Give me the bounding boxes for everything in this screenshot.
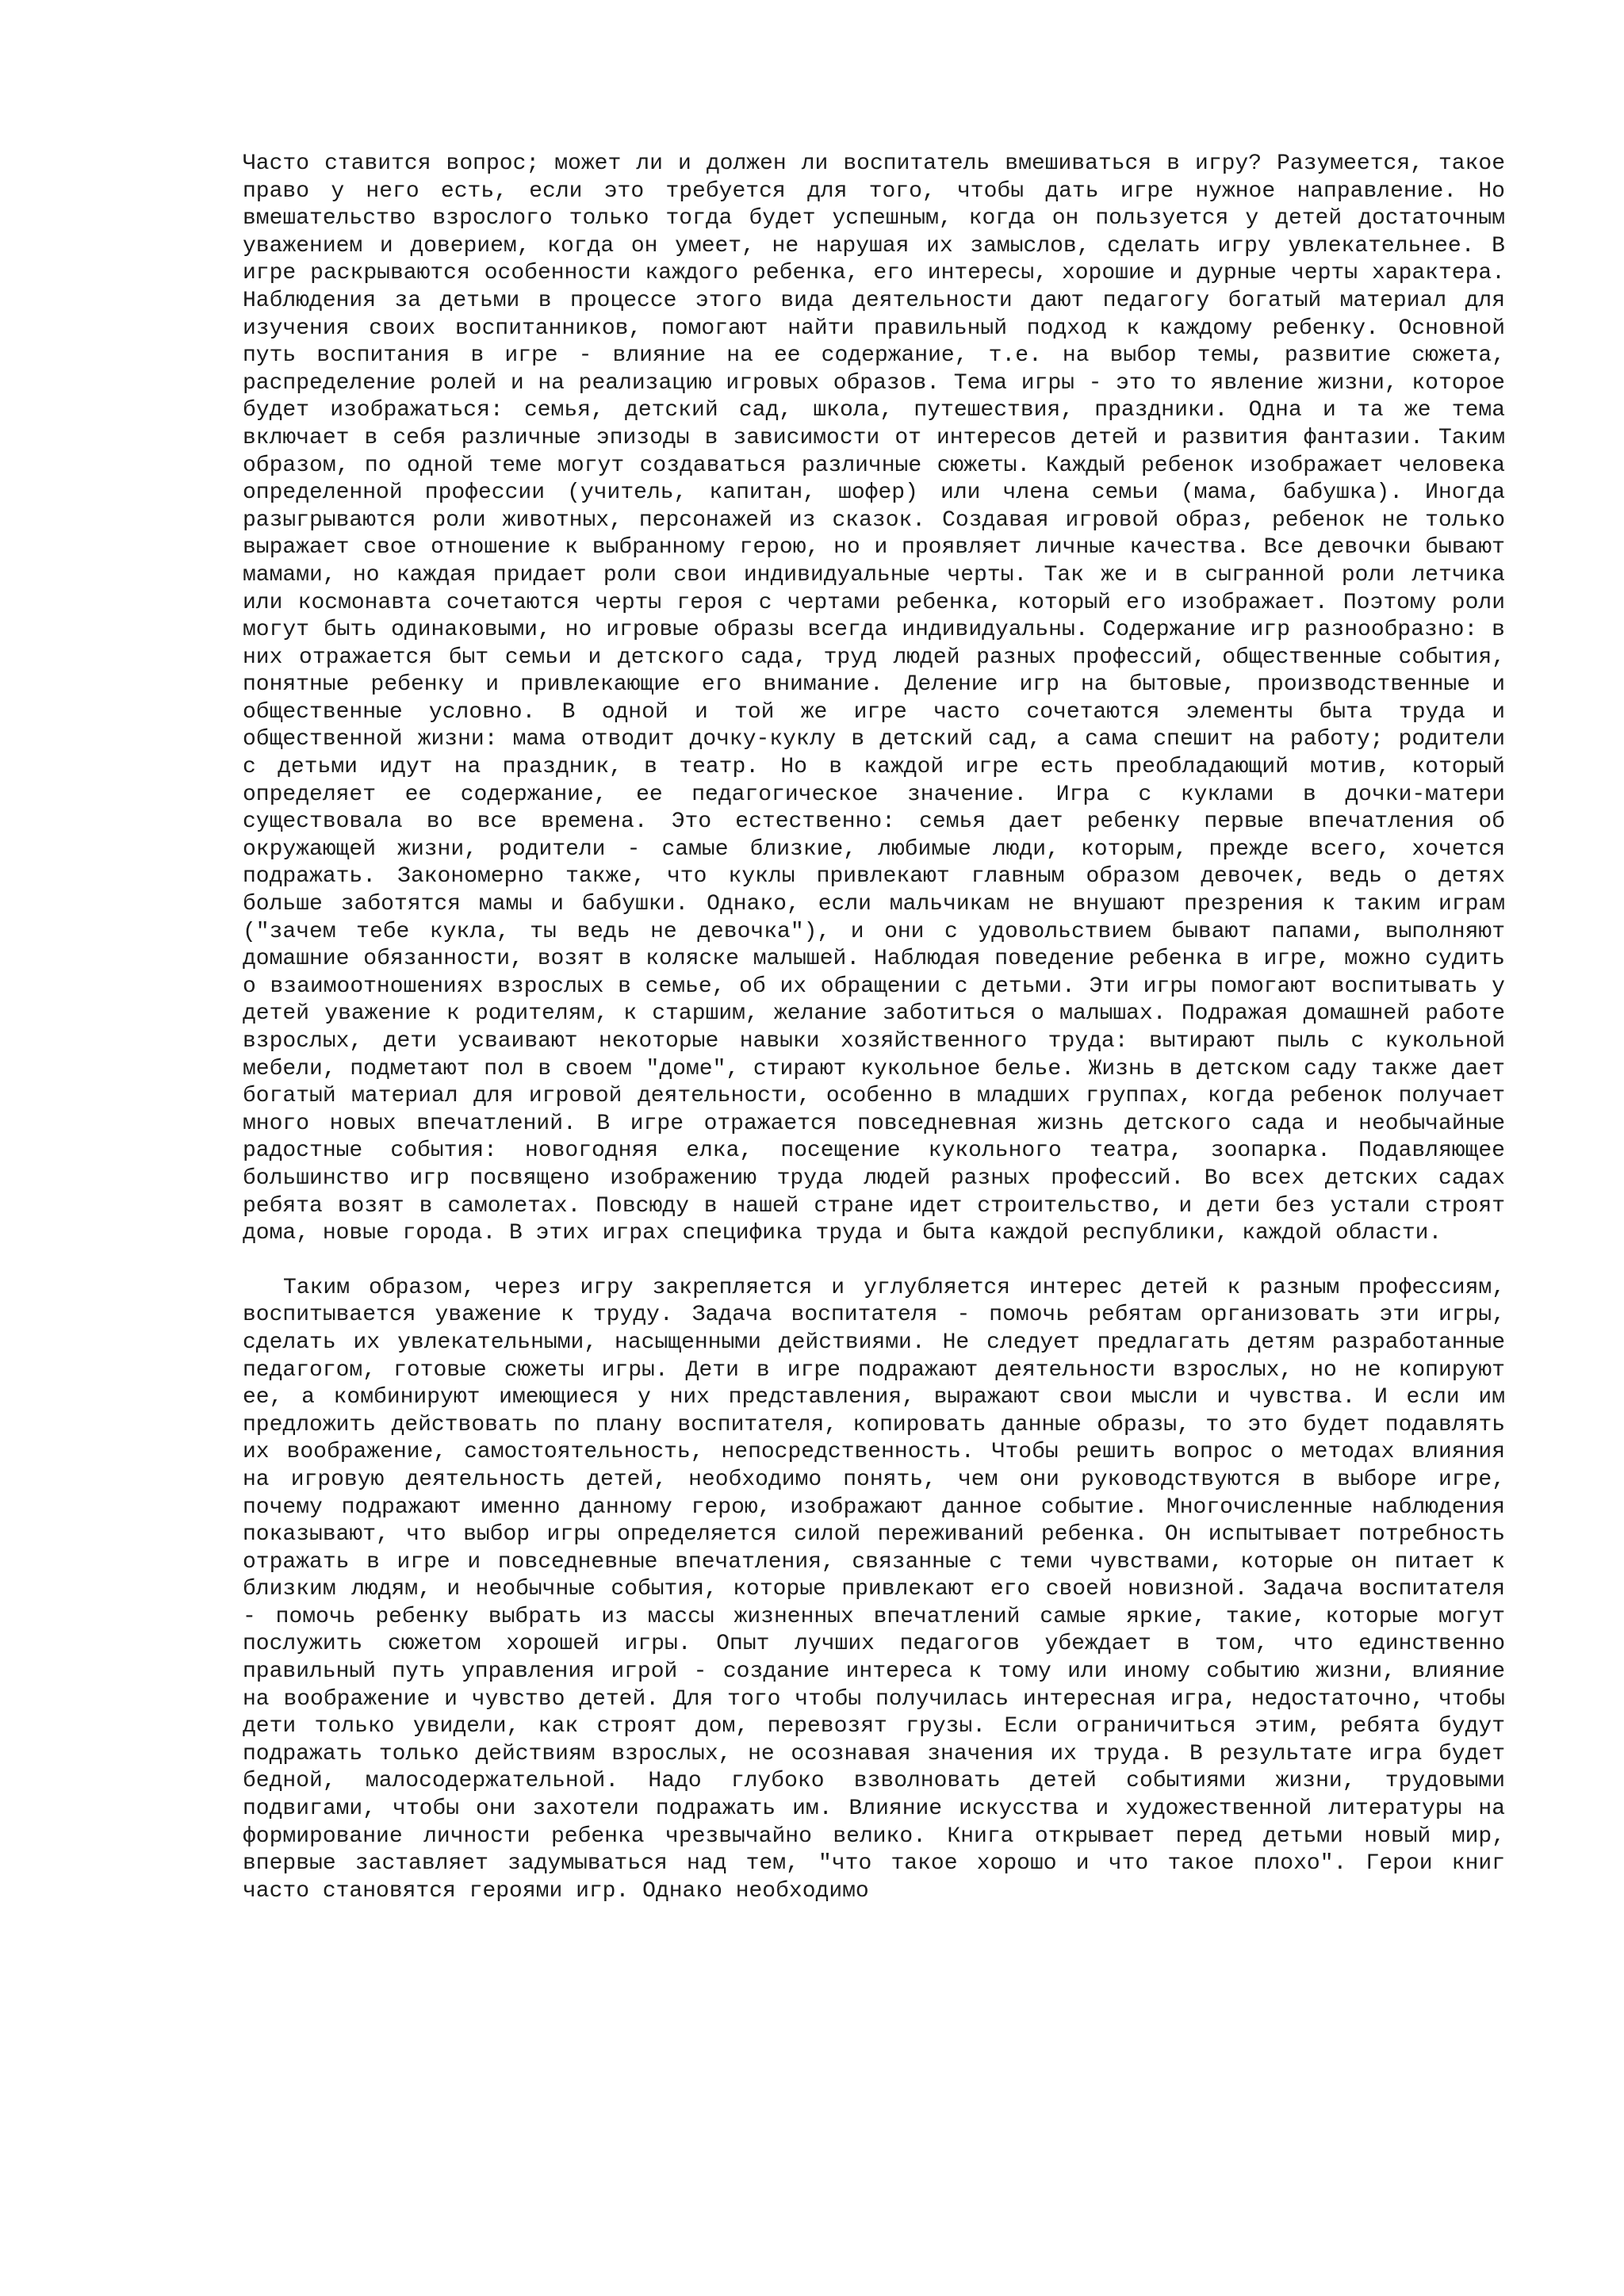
paragraph-2: Таким образом, через игру закрепляется и углубляется интерес детей к разным профессиям, воспитывается уважение к труду. Задача воспитателя - помочь ребятам организовать эти игры, сделать их увлекательными, насыщенными действиями. Не следует предлагать детям разработанные педагогом, готовые сюжеты игры. Дети в игре подражают деятельности взрослых, но не копируют ее, а комбинируют имеющиеся у них представления, выражают свои мысли и чувства. И если им предложить действовать по плану воспитателя, копировать данные образы, то это будет подавлять их воображение, самостоятельность, непосредственность. Чтобы решить вопрос о методах влияния на игровую деятельность детей, необходимо понять, чем они руководствуются в выборе игре, почему подражают именно данному герою, изображают данное событие. Многочисленные наблюдения показывают, что выбор игры определяется силой переживаний ребенка. Он испытывает потребность отражать в игре и повседневные впечатления, связанные с теми чувствами, которые он питает к близким людям, и необычные события, которые привлекают его своей новизной. Задача воспитателя - помочь ребенку выбрать из массы жизненных впечатлений самые яркие, такие, которые могут послужить сюжетом хорошей игры. Опыт лучших педагогов убеждает в том, что единственно правильный путь управления игрой - создание интереса к тому или иному событию жизни, влияние на воображение и чувство детей. Для того чтобы получилась интересная игра, недостаточно, чтобы дети только увидели, как строят дом, перевозят грузы. Если ограничиться этим, ребята будут подражать только действиям взрослых, не осознавая значения их труда. В результате игра будет бедной, малосодержательной. Надо глубоко взволновать детей событиями жизни, трудовыми подвигами, чтобы они захотели подражать им. Влияние искусства и художественной литературы на формирование личности ребенка чрезвычайно велико. Книга открывает перед детьми новый мир, впервые заставляет задумываться над тем, "что такое хорошо и что такое плохо". Герои книг часто становятся героями игр. Однако необходимо: [243, 1275, 1505, 1904]
document-page: [243, 151, 1505, 1905]
paragraph-1: Часто ставится вопрос; может ли и должен ли воспитатель вмешиваться в игру? Разумеется, такое право у него есть, если это требуется для того, чтобы дать игре нужное направление. Но вмешательство взрослого только тогда будет успешным, когда он пользуется у детей достаточным уважением и доверием, когда он умеет, не нарушая их замыслов, сделать игру увлекательнее. В игре раскрываются особенности каждого ребенка, его интересы, хорошие и дурные черты характера. Наблюдения за детьми в процессе этого вида деятельности дают педагогу богатый материал для изучения своих воспитанников, помогают найти правильный подход к каждому ребенку. Основной путь воспитания в игре - влияние на ее содержание, т.е. на выбор темы, развитие сюжета, распределение ролей и на реализацию игровых образов. Тема игры - это то явление жизни, которое будет изображаться: семья, детский сад, школа, путешествия, праздники. Одна и та же тема включает в себя различные эпизоды в зависимости от интересов детей и развития фантазии. Таким образом, по одной теме могут создаваться различные сюжеты. Каждый ребенок изображает человека определенной профессии (учитель, капитан, шофер) или члена семьи (мама, бабушка). Иногда разыгрываются роли животных, персонажей из сказок. Создавая игровой образ, ребенок не только выражает свое отношение к выбранному герою, но и проявляет личные качества. Все девочки бывают мамами, но каждая придает роли свои индивидуальные черты. Так же и в сыгранной роли летчика или космонавта сочетаются черты героя с чертами ребенка, который его изображает. Поэтому роли могут быть одинаковыми, но игровые образы всегда индивидуальны. Содержание игр разнообразно: в них отражается быт семьи и детского сада, труд людей разных профессий, общественные события, понятные ребенку и привлекающие его внимание. Деление игр на бытовые, производственные и общественные условно. В одной и той же игре часто сочетаются элементы быта труда и общественной жизни: мама отводит дочку-куклу в детский сад, а сама спешит на работу; родители с детьми идут на праздник, в театр. Но в каждой игре есть преобладающий мотив, который определяет ее содержание, ее педагогическое значение. Игра с куклами в дочки-матери существовала во все времена. Это естественно: семья дает ребенку первые впечатления об окружающей жизни, родители - самые близкие, любимые люди, которым, прежде всего, хочется подражать. Закономерно также, что куклы привлекают главным образом девочек, ведь о детях больше заботятся мамы и бабушки. Однако, если мальчикам не внушают презрения к таким играм ("зачем тебе кукла, ты ведь не девочка"), и они с удовольствием бывают папами, выполняют домашние обязанности, возят в коляске малышей. Наблюдая поведение ребенка в игре, можно судить о взаимоотношениях взрослых в семье, об их обращении с детьми. Эти игры помогают воспитывать у детей уважение к родителям, к старшим, желание заботиться о малышах. Подражая домашней работе взрослых, дети усваивают некоторые навыки хозяйственного труда: вытирают пыль с кукольной мебели, подметают пол в своем "доме", стирают кукольное белье. Жизнь в детском саду также дает богатый материал для игровой деятельности, особенно в младших группах, когда ребенок получает много новых впечатлений. В игре отражается повседневная жизнь детского сада и необычайные радостные события: новогодняя елка, посещение кукольного театра, зоопарка. Подавляющее большинство игр посвящено изображению труда людей разных профессий. Во всех детских садах ребята возят в самолетах. Повсюду в нашей стране идет строительство, и дети без устали строят дома, новые города. В этих играх специфика труда и быта каждой республики, каждой области.: [243, 151, 1505, 1246]
